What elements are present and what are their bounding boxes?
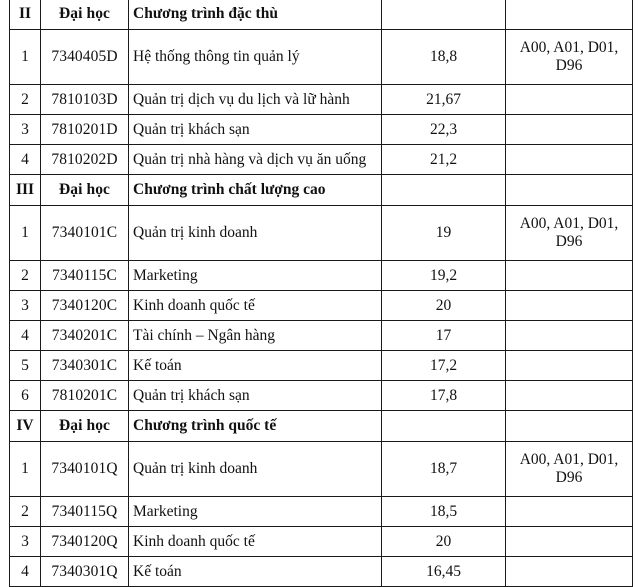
subject-group-codes: A00, A01, D01, D96	[506, 30, 633, 85]
section-score-empty	[382, 411, 506, 442]
benchmark-score: 19	[382, 206, 506, 261]
program-name: Marketing	[129, 497, 382, 527]
table-row	[10, 206, 633, 261]
program-name: Hệ thống thông tin quản lý	[129, 30, 382, 85]
benchmark-score: 18,5	[382, 497, 506, 527]
table-row	[10, 291, 633, 321]
program-name: Quản trị kinh doanh	[129, 442, 382, 497]
program-name: Quản trị khách sạn	[129, 115, 382, 145]
row-index: 2	[10, 497, 41, 527]
section-header-row	[10, 175, 633, 206]
subject-group-codes: A00, A01, D01, D96	[506, 442, 633, 497]
admission-score-table	[9, 0, 633, 587]
section-roman-numeral: II	[10, 0, 41, 30]
section-score-empty	[382, 175, 506, 206]
program-code: 7810103D	[41, 85, 129, 115]
benchmark-score: 17,2	[382, 351, 506, 381]
benchmark-score: 20	[382, 291, 506, 321]
program-code: 7340405D	[41, 30, 129, 85]
subject-group-codes	[506, 321, 633, 351]
row-index: 3	[10, 527, 41, 557]
benchmark-score: 22,3	[382, 115, 506, 145]
section-level: Đại học	[41, 411, 129, 442]
row-index: 6	[10, 381, 41, 411]
table-row	[10, 527, 633, 557]
subject-group-codes	[506, 291, 633, 321]
table-row	[10, 145, 633, 175]
benchmark-score: 16,45	[382, 557, 506, 587]
section-title: Chương trình quốc tế	[129, 411, 382, 442]
program-name: Quản trị nhà hàng và dịch vụ ăn uống	[129, 145, 382, 175]
section-roman-numeral: IV	[10, 411, 41, 442]
program-code: 7810201C	[41, 381, 129, 411]
program-name: Tài chính – Ngân hàng	[129, 321, 382, 351]
table-row	[10, 85, 633, 115]
row-index: 1	[10, 30, 41, 85]
table-row	[10, 381, 633, 411]
program-name: Quản trị kinh doanh	[129, 206, 382, 261]
subject-group-codes	[506, 85, 633, 115]
section-subjects-empty	[506, 411, 633, 442]
row-index: 4	[10, 145, 41, 175]
program-code: 7340120Q	[41, 527, 129, 557]
table-row	[10, 261, 633, 291]
program-code: 7340301C	[41, 351, 129, 381]
table-row	[10, 442, 633, 497]
section-subjects-empty	[506, 175, 633, 206]
section-level: Đại học	[41, 175, 129, 206]
section-roman-numeral: III	[10, 175, 41, 206]
row-index: 3	[10, 115, 41, 145]
section-title: Chương trình đặc thù	[129, 0, 382, 30]
table-row	[10, 115, 633, 145]
section-header-row	[10, 411, 633, 442]
program-name: Kinh doanh quốc tế	[129, 291, 382, 321]
program-name: Kế toán	[129, 557, 382, 587]
section-title: Chương trình chất lượng cao	[129, 175, 382, 206]
program-code: 7340301Q	[41, 557, 129, 587]
row-index: 2	[10, 261, 41, 291]
table-row	[10, 321, 633, 351]
subject-group-codes	[506, 557, 633, 587]
program-name: Kế toán	[129, 351, 382, 381]
program-code: 7340201C	[41, 321, 129, 351]
row-index: 1	[10, 206, 41, 261]
row-index: 3	[10, 291, 41, 321]
row-index: 5	[10, 351, 41, 381]
subject-group-codes	[506, 381, 633, 411]
program-code: 7340101Q	[41, 442, 129, 497]
program-code: 7810202D	[41, 145, 129, 175]
subject-group-codes: A00, A01, D01, D96	[506, 206, 633, 261]
program-name: Kinh doanh quốc tế	[129, 527, 382, 557]
section-subjects-empty	[506, 0, 633, 30]
table-row	[10, 30, 633, 85]
program-code: 7810201D	[41, 115, 129, 145]
subject-group-codes	[506, 115, 633, 145]
benchmark-score: 18,7	[382, 442, 506, 497]
benchmark-score: 21,2	[382, 145, 506, 175]
table-row	[10, 557, 633, 587]
table-row	[10, 497, 633, 527]
section-header-row	[10, 0, 633, 30]
row-index: 4	[10, 321, 41, 351]
program-code: 7340120C	[41, 291, 129, 321]
section-level: Đại học	[41, 0, 129, 30]
benchmark-score: 17,8	[382, 381, 506, 411]
table-row	[10, 351, 633, 381]
row-index: 2	[10, 85, 41, 115]
subject-group-codes	[506, 497, 633, 527]
benchmark-score: 17	[382, 321, 506, 351]
section-score-empty	[382, 0, 506, 30]
program-code: 7340115Q	[41, 497, 129, 527]
row-index: 4	[10, 557, 41, 587]
benchmark-score: 21,67	[382, 85, 506, 115]
subject-group-codes	[506, 261, 633, 291]
benchmark-score: 20	[382, 527, 506, 557]
subject-group-codes	[506, 145, 633, 175]
program-name: Quản trị khách sạn	[129, 381, 382, 411]
subject-group-codes	[506, 527, 633, 557]
subject-group-codes	[506, 351, 633, 381]
program-name: Marketing	[129, 261, 382, 291]
program-name: Quản trị dịch vụ du lịch và lữ hành	[129, 85, 382, 115]
benchmark-score: 19,2	[382, 261, 506, 291]
row-index: 1	[10, 442, 41, 497]
benchmark-score: 18,8	[382, 30, 506, 85]
program-code: 7340115C	[41, 261, 129, 291]
program-code: 7340101C	[41, 206, 129, 261]
